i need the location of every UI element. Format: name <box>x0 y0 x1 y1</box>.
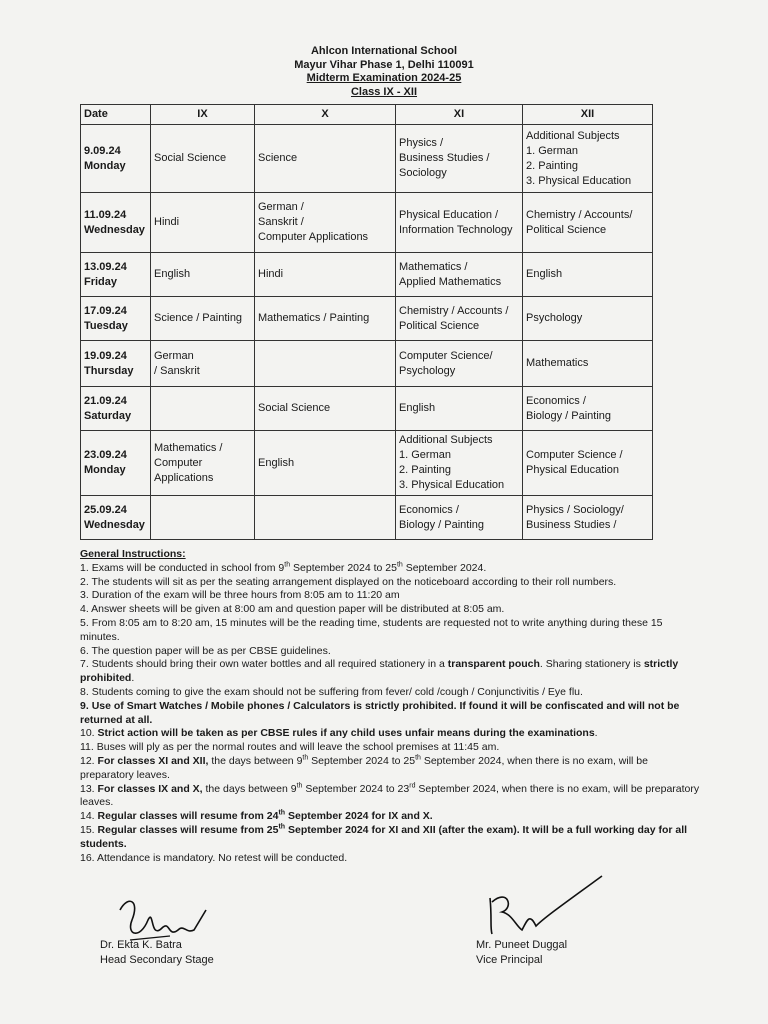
instruction-item <box>80 810 700 824</box>
instruction-number: 10. <box>80 727 95 740</box>
subject-line: English <box>154 268 191 280</box>
subject-line: Psychology <box>526 312 583 324</box>
subject-line: Science <box>258 152 298 164</box>
instruction-text: . Sharing stationery is <box>539 658 644 671</box>
instruction-item <box>80 700 700 728</box>
subject-cell-ix <box>151 253 255 297</box>
instruction-text: the days between 9 <box>208 754 303 767</box>
instruction-number: 8. <box>80 685 89 698</box>
date-cell <box>81 297 151 341</box>
date-cell <box>81 193 151 253</box>
instruction-item <box>80 603 700 617</box>
subject-line: 2. Painting <box>399 464 451 476</box>
subject-line: Mathematics / <box>399 260 468 273</box>
subject-cell-xi <box>396 387 523 431</box>
subject-cell-xii <box>523 341 653 387</box>
general-instructions <box>80 548 700 865</box>
class-range: Class IX - XII <box>350 85 418 98</box>
instruction-number: 7. <box>80 658 89 671</box>
subject-line: Business Studies / <box>526 518 617 531</box>
subject-line: Computer <box>154 456 203 469</box>
instructions-list <box>80 562 700 866</box>
date-cell <box>81 496 151 540</box>
subject-line: Computer Science/ <box>399 349 493 362</box>
instruction-text: Use of Smart Watches / Mobile phones / Calculators is strictly prohibited. If found it will be confiscated and will not be returned at all. <box>80 699 680 726</box>
subject-cell-x <box>255 193 396 253</box>
subject-line: Hindi <box>154 216 180 228</box>
subject-line: 3. Physical Education <box>399 479 505 491</box>
instruction-text: . <box>131 672 135 685</box>
subject-line: Social Science <box>258 402 331 414</box>
instruction-text: September 2024 to 23 <box>302 782 410 795</box>
instruction-text: September 2024 for IX and X. <box>285 810 433 823</box>
instruction-item <box>80 617 700 645</box>
instruction-text: The question paper will be as per CBSE guidelines. <box>91 644 331 657</box>
subject-line: Physical Education <box>526 464 619 476</box>
instruction-item <box>80 589 700 603</box>
subject-line: Biology / Painting <box>399 518 484 531</box>
instruction-item <box>80 755 700 783</box>
instruction-text: Strict action will be taken as per CBSE rules if any child uses unfair means during the examinations <box>97 727 595 740</box>
subject-line: Economics / <box>399 503 459 516</box>
exam-date: 17.09.24 <box>84 304 127 317</box>
instruction-text: September 2024, when there is no exam, will be preparatory leaves. <box>80 782 700 809</box>
subject-cell-xi <box>396 297 523 341</box>
table-header-row <box>81 105 653 125</box>
instruction-item <box>80 576 700 590</box>
table-row <box>81 387 653 431</box>
instruction-text: th <box>302 754 309 762</box>
subject-cell-xii <box>523 193 653 253</box>
subject-line: Additional Subjects <box>399 434 493 446</box>
instruction-text: Duration of the exam will be three hours from 8:05 am to 11:20 am <box>91 589 400 602</box>
instructions-title: General Instructions: <box>80 548 186 560</box>
subject-line: Mathematics / Painting <box>258 312 370 324</box>
subject-line: Sanskrit / <box>258 216 304 228</box>
instruction-text: strictly prohibited <box>80 658 679 685</box>
table-row <box>81 125 653 193</box>
instruction-number: 1. <box>80 561 89 574</box>
table-row <box>81 496 653 540</box>
instruction-item <box>80 741 700 755</box>
subject-line: 3. Physical Education <box>526 174 632 187</box>
instruction-number: 6. <box>80 644 89 657</box>
date-cell <box>81 387 151 431</box>
subject-line: Chemistry / Accounts / <box>399 304 509 317</box>
column-header: XI <box>396 105 523 125</box>
subject-line: English <box>399 402 436 414</box>
table-row <box>81 341 653 387</box>
instruction-number: 9. <box>80 699 89 712</box>
instruction-text: September 2024. <box>402 561 487 574</box>
subject-line: Computer Applications <box>258 231 369 243</box>
subject-cell-xii <box>523 496 653 540</box>
instruction-text: For classes XI and XII, <box>97 754 209 767</box>
instruction-text: September 2024 to 25 <box>308 754 416 767</box>
subject-line: German <box>154 349 194 362</box>
table-row <box>81 431 653 496</box>
instruction-item <box>80 658 700 686</box>
subject-line: Chemistry / Accounts/ <box>526 208 633 221</box>
table-row <box>81 193 653 253</box>
exam-day: Friday <box>84 275 118 288</box>
instruction-number: 16. <box>80 851 95 864</box>
subject-line: / Sanskrit <box>154 364 200 377</box>
subject-cell-ix <box>151 341 255 387</box>
table-row <box>81 297 653 341</box>
subject-cell-xii <box>523 387 653 431</box>
exam-date: 19.09.24 <box>84 349 127 362</box>
signatory-title: Vice Principal <box>476 954 543 966</box>
subject-line: Applications <box>154 471 214 484</box>
subject-line: Hindi <box>258 268 284 280</box>
instruction-text: Students should bring their own water bottles and all required stationery in a <box>91 658 448 671</box>
subject-line: Physics / <box>399 137 444 149</box>
instruction-text: th <box>296 782 303 790</box>
subject-line: Science / Painting <box>154 312 243 324</box>
subject-cell-ix <box>151 431 255 496</box>
subject-cell-ix <box>151 297 255 341</box>
subject-cell-x <box>255 253 396 297</box>
instruction-text: Answer sheets will be given at 8:00 am and question paper will be distributed at 8:05 am. <box>91 603 505 616</box>
signatory-title: Head Secondary Stage <box>100 954 214 966</box>
subject-cell-x <box>255 341 396 387</box>
subject-line: English <box>258 456 295 469</box>
exam-date: 25.09.24 <box>84 503 127 516</box>
subject-line: German / <box>258 201 304 213</box>
subject-cell-xii <box>523 125 653 193</box>
handwritten-signature <box>478 868 618 948</box>
signature-vice-principal <box>476 938 567 968</box>
instruction-item <box>80 824 700 852</box>
instruction-text: Attendance is mandatory. No retest will be conducted. <box>96 851 348 864</box>
instruction-item <box>80 852 700 866</box>
instruction-number: 13. <box>80 782 95 795</box>
subject-cell-x <box>255 125 396 193</box>
subject-line: English <box>526 268 563 280</box>
exam-day: Saturday <box>84 409 132 422</box>
subject-line: Psychology <box>399 364 456 377</box>
subject-cell-xi <box>396 253 523 297</box>
instruction-text: Regular classes will resume from 25 <box>97 823 279 836</box>
subject-line: 1. German <box>526 144 578 157</box>
subject-line: Political Science <box>399 319 480 332</box>
exam-day: Monday <box>84 464 126 476</box>
date-cell <box>81 341 151 387</box>
column-header: XII <box>523 105 653 125</box>
subject-cell-ix <box>151 496 255 540</box>
instruction-text: Exams will be conducted in school from 9 <box>91 561 285 574</box>
instruction-text: Buses will ply as per the normal routes and will leave the school premises at 11:45 am. <box>96 741 500 754</box>
instruction-number: 4. <box>80 603 89 616</box>
subject-line: Social Science <box>154 152 227 164</box>
subject-line: Sociology <box>399 167 447 179</box>
exam-date: 11.09.24 <box>84 208 127 221</box>
subject-line: Additional Subjects <box>526 129 620 142</box>
instruction-item <box>80 727 700 741</box>
date-cell <box>81 253 151 297</box>
exam-date: 21.09.24 <box>84 394 127 407</box>
instruction-item <box>80 645 700 659</box>
exam-date: 9.09.24 <box>84 144 121 157</box>
handwritten-signature <box>110 890 220 950</box>
instruction-text: Regular classes will resume from 24 <box>97 810 279 823</box>
instruction-number: 5. <box>80 616 89 629</box>
subject-cell-xi <box>396 125 523 193</box>
signatory-name: Dr. Ekta K. Batra <box>100 939 182 951</box>
subject-line: Biology / Painting <box>526 409 611 422</box>
date-cell <box>81 431 151 496</box>
instruction-number: 2. <box>80 575 89 588</box>
exam-day: Wednesday <box>84 223 145 236</box>
column-header: Date <box>81 105 151 125</box>
instruction-text: th <box>396 561 403 569</box>
exam-date: 23.09.24 <box>84 449 127 461</box>
instruction-text: transparent pouch <box>447 658 540 671</box>
instruction-text: September 2024 to 25 <box>290 561 397 574</box>
subject-line: 2. Painting <box>526 159 578 172</box>
instruction-text: th <box>278 823 286 831</box>
table-row <box>81 253 653 297</box>
subject-line: Economics / <box>526 394 586 407</box>
subject-line: Mathematics <box>526 357 589 369</box>
instruction-text: Students coming to give the exam should not be suffering from fever/ cold /cough / Conjunctivitis / Eye flu. <box>91 685 583 698</box>
subject-cell-xii <box>523 431 653 496</box>
instruction-item <box>80 783 700 811</box>
date-cell <box>81 125 151 193</box>
instruction-text: September 2024 for XI and XII (after the exam). It will be a full working day for all students. <box>80 823 688 850</box>
instruction-text: . <box>594 727 598 740</box>
instruction-text: rd <box>409 782 416 790</box>
datesheet-table <box>80 104 653 540</box>
subject-line: Applied Mathematics <box>399 275 502 288</box>
instruction-item <box>80 562 700 576</box>
instruction-text: September 2024, when there is no exam, will be preparatory leaves. <box>80 754 648 781</box>
instruction-text: The students will sit as per the seating arrangement displayed on the noticeboard according to their roll numbers. <box>91 575 617 588</box>
subject-cell-xii <box>523 253 653 297</box>
school-address: Mayur Vihar Phase 1, Delhi 110091 <box>294 58 474 71</box>
school-name: Ahlcon International School <box>310 45 458 57</box>
subject-cell-xi <box>396 341 523 387</box>
subject-cell-x <box>255 431 396 496</box>
instruction-number: 14. <box>80 810 95 823</box>
instruction-number: 11. <box>80 741 94 754</box>
instruction-text: the days between 9 <box>202 782 297 795</box>
instruction-text: th <box>278 809 286 817</box>
subject-cell-xi <box>396 193 523 253</box>
subject-cell-x <box>255 297 396 341</box>
instruction-number: 3. <box>80 589 89 602</box>
subject-cell-xi <box>396 496 523 540</box>
subject-line: Business Studies / <box>399 152 490 164</box>
signatory-name: Mr. Puneet Duggal <box>476 939 568 951</box>
subject-line: Political Science <box>526 223 607 236</box>
column-header: IX <box>151 105 255 125</box>
signature-head-secondary <box>100 938 214 968</box>
subject-cell-xii <box>523 297 653 341</box>
subject-line: Physics / Sociology/ <box>526 503 624 516</box>
exam-date: 13.09.24 <box>84 260 127 273</box>
subject-line: 1. German <box>399 449 451 461</box>
subject-cell-ix <box>151 387 255 431</box>
instruction-text: From 8:05 am to 8:20 am, 15 minutes will be the reading time, students are requested not to write anything during these 15 minutes. <box>80 616 663 643</box>
subject-cell-ix <box>151 125 255 193</box>
subject-cell-ix <box>151 193 255 253</box>
subject-line: Mathematics / <box>154 441 223 454</box>
subject-cell-xi <box>396 431 523 496</box>
instruction-text: th <box>415 754 421 762</box>
subject-line: Information Technology <box>399 223 513 236</box>
instruction-text: th <box>284 561 291 569</box>
notice-header <box>0 45 768 99</box>
instruction-number: 15. <box>80 823 95 836</box>
column-header: X <box>255 105 396 125</box>
exam-day: Thursday <box>84 364 134 377</box>
subject-line: Computer Science / <box>526 449 623 461</box>
exam-title: Midterm Examination 2024-25 <box>306 72 462 84</box>
subject-line: Physical Education / <box>399 208 499 221</box>
subject-cell-x <box>255 496 396 540</box>
exam-day: Tuesday <box>84 319 128 332</box>
instruction-text: For classes IX and X, <box>97 782 203 795</box>
exam-day: Monday <box>84 159 126 172</box>
instruction-number: 12. <box>80 754 95 767</box>
instruction-item <box>80 686 700 700</box>
exam-day: Wednesday <box>84 518 145 531</box>
subject-cell-x <box>255 387 396 431</box>
